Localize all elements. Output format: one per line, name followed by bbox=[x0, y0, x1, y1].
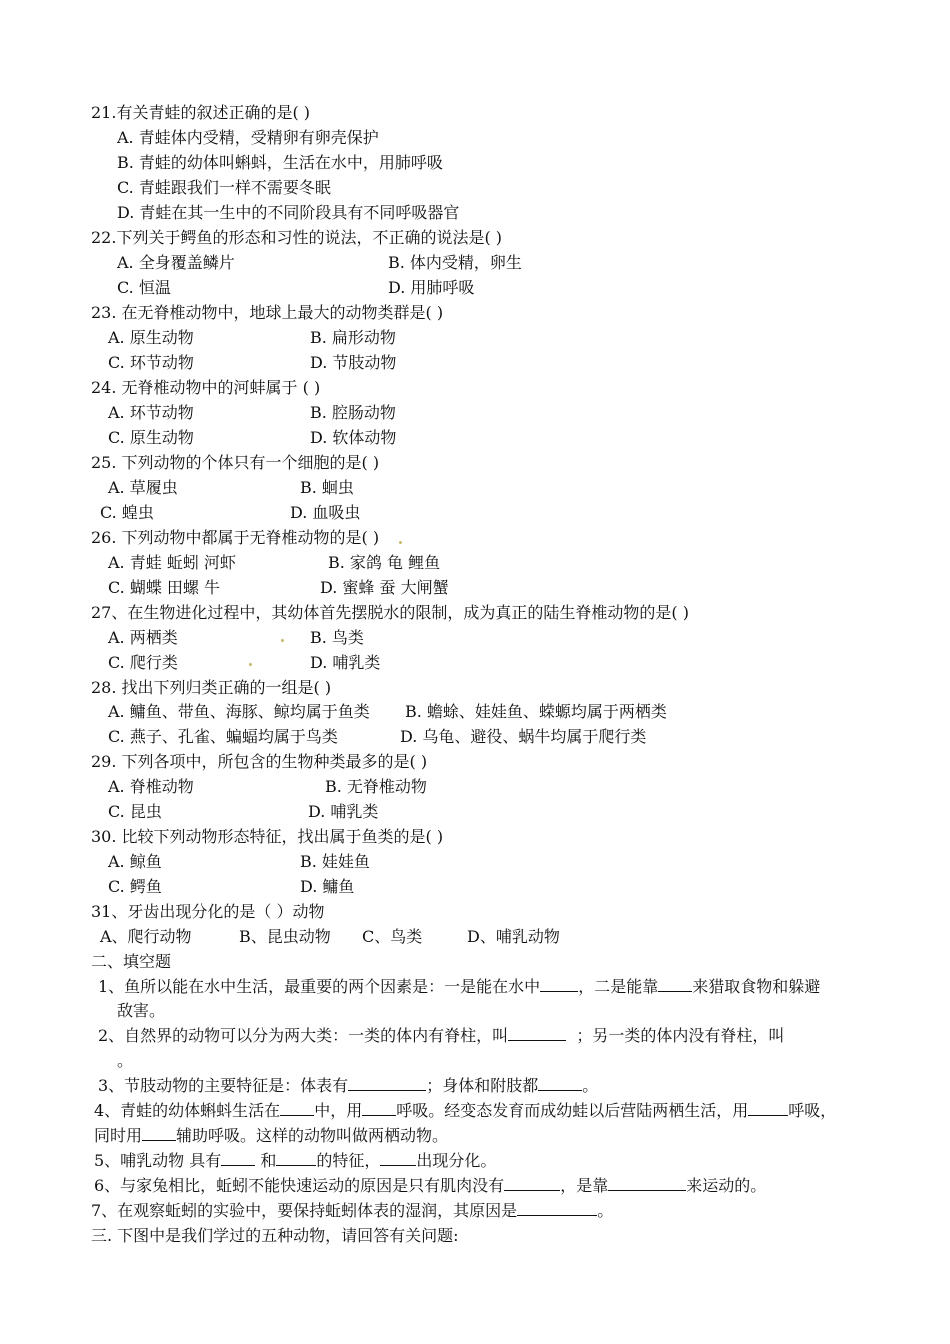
fill4-text: 同时用 bbox=[94, 1126, 143, 1145]
answer-blank bbox=[348, 1076, 426, 1091]
fill1-continuation: 敌害。 bbox=[117, 1001, 166, 1020]
answer-blank bbox=[142, 1126, 176, 1141]
q22-option-d: D. 用肺呼吸 bbox=[388, 278, 475, 297]
fill6-text: ，是靠 bbox=[560, 1176, 609, 1195]
fill3-text: 3、节肢动物的主要特征是：体表有 bbox=[98, 1076, 349, 1095]
q21-stem: 21.有关青蛙的叙述正确的是( ) bbox=[91, 103, 311, 122]
fill5-text: 的特征， bbox=[316, 1151, 381, 1170]
fill3 bbox=[98, 1076, 598, 1096]
q31-option-a: A、爬行动物 bbox=[100, 927, 192, 946]
q22-stem: 22.下列关于鳄鱼的形态和习性的说法，不正确的说法是( ) bbox=[91, 228, 503, 247]
answer-blank bbox=[517, 1201, 597, 1216]
q23-option-c: C. 环节动物 bbox=[108, 353, 194, 372]
fill4-continuation bbox=[94, 1126, 448, 1146]
stray-dot bbox=[249, 663, 252, 666]
q23-option-b: B. 扁形动物 bbox=[310, 328, 396, 347]
q22-option-a: A. 全身覆盖鳞片 bbox=[117, 253, 235, 272]
fill1 bbox=[98, 977, 820, 997]
q25-stem: 25. 下列动物的个体只有一个细胞的是( ) bbox=[91, 453, 380, 472]
q23-option-a: A. 原生动物 bbox=[108, 328, 194, 347]
fill3-text: 。 bbox=[582, 1076, 599, 1095]
q24-option-d: D. 软体动物 bbox=[310, 428, 397, 447]
fill4-text: 4、青蛙的幼体蝌蚪生活在 bbox=[94, 1101, 281, 1120]
q25-option-c: C. 蝗虫 bbox=[100, 503, 154, 522]
q24-stem: 24. 无脊椎动物中的河蚌属于 ( ) bbox=[91, 378, 321, 397]
fill2-text: 2、自然界的动物可以分为两大类：一类的体内有脊柱，叫 bbox=[98, 1026, 509, 1045]
fill4-text: 呼吸， bbox=[788, 1101, 837, 1120]
fill2 bbox=[98, 1026, 784, 1046]
q29-option-a: A. 脊椎动物 bbox=[108, 777, 194, 796]
q27-stem: 27、在生物进化过程中，其幼体首先摆脱水的限制，成为真正的陆生脊椎动物的是( ) bbox=[91, 603, 689, 622]
answer-blank bbox=[280, 1101, 314, 1116]
fill7-text: 。 bbox=[597, 1201, 614, 1220]
answer-blank bbox=[504, 1176, 560, 1191]
answer-blank bbox=[538, 1076, 582, 1091]
q28-option-a: A. 鳙鱼、带鱼、海豚、鲸均属于鱼类 bbox=[108, 702, 370, 721]
fill1-text: 1、鱼所以能在水中生活，最重要的两个因素是：一是能在水中 bbox=[98, 977, 541, 996]
q27-option-d: D. 哺乳类 bbox=[310, 653, 381, 672]
answer-blank bbox=[276, 1151, 316, 1166]
fill7-text: 7、在观察蚯蚓的实验中，要保持蚯蚓体表的湿润，其原因是 bbox=[91, 1201, 518, 1220]
q31-option-d: D、哺乳动物 bbox=[467, 927, 560, 946]
fill4 bbox=[94, 1101, 836, 1121]
fill4-text: 呼吸。经变态发育而成幼蛙以后营陆两栖生活，用 bbox=[396, 1101, 749, 1120]
fill4-text: 辅助呼吸。这样的动物叫做两栖动物。 bbox=[176, 1126, 449, 1145]
q22-option-c: C. 恒温 bbox=[117, 278, 171, 297]
q22-option-b: B. 体内受精，卵生 bbox=[388, 253, 522, 272]
answer-blank bbox=[540, 977, 578, 992]
q27-option-c: C. 爬行类 bbox=[108, 653, 178, 672]
answer-blank bbox=[380, 1151, 416, 1166]
q31-option-c: C、鸟类 bbox=[362, 927, 423, 946]
q30-stem: 30. 比较下列动物形态特征，找出属于鱼类的是( ) bbox=[91, 827, 444, 846]
fill7 bbox=[91, 1201, 613, 1221]
q28-option-d: D. 乌龟、避役、蜗牛均属于爬行类 bbox=[400, 727, 647, 746]
q21-option-c: C. 青蛙跟我们一样不需要冬眠 bbox=[117, 178, 331, 197]
section2-heading: 二、填空题 bbox=[91, 952, 172, 971]
q31-option-b: B、昆虫动物 bbox=[239, 927, 331, 946]
q25-option-a: A. 草履虫 bbox=[108, 478, 178, 497]
stray-dot bbox=[281, 639, 284, 642]
answer-blank bbox=[508, 1026, 566, 1041]
section3-heading: 三. 下图中是我们学过的五种动物，请回答有关问题: bbox=[91, 1226, 459, 1245]
q21-option-b: B. 青蛙的幼体叫蝌蚪，生活在水中，用肺呼吸 bbox=[117, 153, 443, 172]
q29-stem: 29. 下列各项中，所包含的生物种类最多的是( ) bbox=[91, 752, 428, 771]
fill5 bbox=[94, 1151, 496, 1171]
fill5-text: 5、哺乳动物 具有 bbox=[94, 1151, 222, 1170]
q29-option-c: C. 昆虫 bbox=[108, 802, 162, 821]
q30-option-a: A. 鲸鱼 bbox=[108, 852, 162, 871]
q26-option-c: C. 蝴蝶 田螺 牛 bbox=[108, 578, 221, 597]
q29-option-d: D. 哺乳类 bbox=[308, 802, 379, 821]
q27-option-a: A. 两栖类 bbox=[108, 628, 178, 647]
q24-option-b: B. 腔肠动物 bbox=[310, 403, 396, 422]
fill5-text: 和 bbox=[255, 1151, 277, 1170]
q28-option-c: C. 燕子、孔雀、蝙蝠均属于鸟类 bbox=[108, 727, 338, 746]
fill1-text: 来猎取食物和躲避 bbox=[692, 977, 821, 996]
q23-option-d: D. 节肢动物 bbox=[310, 353, 397, 372]
fill2-continuation: 。 bbox=[117, 1051, 134, 1070]
q26-stem: 26. 下列动物中都属于无脊椎动物的是( ) bbox=[91, 528, 380, 547]
q26-option-d: D. 蜜蜂 蚕 大闸蟹 bbox=[320, 578, 449, 597]
fill4-text: 中，用 bbox=[314, 1101, 363, 1120]
fill1-text: ，二是能靠 bbox=[578, 977, 659, 996]
stray-dot bbox=[399, 541, 402, 544]
q25-option-b: B. 蛔虫 bbox=[300, 478, 354, 497]
fill6 bbox=[94, 1176, 766, 1196]
q28-option-b: B. 蟾蜍、娃娃鱼、蝾螈均属于两栖类 bbox=[405, 702, 667, 721]
answer-blank bbox=[221, 1151, 255, 1166]
q31-stem: 31、牙齿出现分化的是（ ）动物 bbox=[91, 902, 325, 921]
q28-stem: 28. 找出下列归类正确的一组是( ) bbox=[91, 678, 332, 697]
answer-blank bbox=[658, 977, 692, 992]
fill6-text: 6、与家兔相比，蚯蚓不能快速运动的原因是只有肌肉没有 bbox=[94, 1176, 505, 1195]
fill6-text: 来运动的。 bbox=[686, 1176, 767, 1195]
answer-blank bbox=[748, 1101, 788, 1116]
fill5-text: 出现分化。 bbox=[416, 1151, 497, 1170]
q21-option-d: D. 青蛙在其一生中的不同阶段具有不同呼吸器官 bbox=[117, 203, 460, 222]
q21-option-a: A. 青蛙体内受精，受精卵有卵壳保护 bbox=[117, 128, 379, 147]
q30-option-c: C. 鳄鱼 bbox=[108, 877, 162, 896]
q27-option-b: B. 鸟类 bbox=[310, 628, 364, 647]
q24-option-c: C. 原生动物 bbox=[108, 428, 194, 447]
fill2-text: ；另一类的体内没有脊柱，叫 bbox=[576, 1026, 785, 1045]
q30-option-d: D. 鳙鱼 bbox=[300, 877, 355, 896]
q29-option-b: B. 无脊椎动物 bbox=[325, 777, 427, 796]
q23-stem: 23. 在无脊椎动物中，地球上最大的动物类群是( ) bbox=[91, 303, 444, 322]
answer-blank bbox=[608, 1176, 686, 1191]
answer-blank bbox=[362, 1101, 396, 1116]
q26-option-b: B. 家鸽 龟 鲤鱼 bbox=[328, 553, 441, 572]
q26-option-a: A. 青蛙 蚯蚓 河虾 bbox=[108, 553, 236, 572]
q24-option-a: A. 环节动物 bbox=[108, 403, 194, 422]
fill3-text: ；身体和附肢都 bbox=[426, 1076, 539, 1095]
q25-option-d: D. 血吸虫 bbox=[290, 503, 361, 522]
q30-option-b: B. 娃娃鱼 bbox=[300, 852, 370, 871]
